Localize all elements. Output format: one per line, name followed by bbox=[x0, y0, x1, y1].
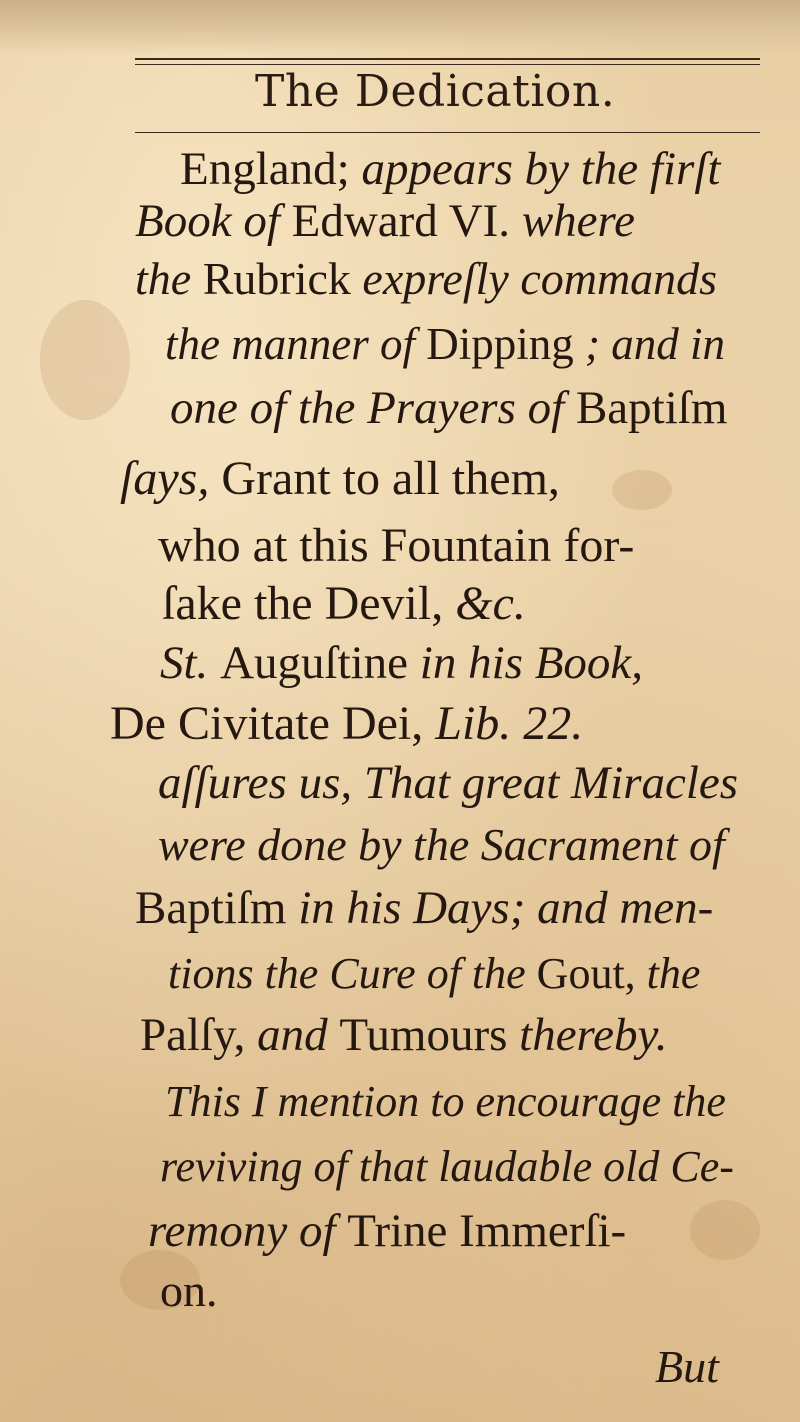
text-line bbox=[170, 382, 728, 434]
text-line bbox=[135, 882, 714, 934]
text-line bbox=[135, 253, 718, 304]
text-run: in his Days; and men- bbox=[286, 882, 714, 934]
text-run: Dipping bbox=[426, 319, 574, 369]
text-run: remony of bbox=[148, 1205, 348, 1257]
text-run: Tumours bbox=[339, 1009, 508, 1061]
text-line bbox=[158, 819, 725, 870]
text-run: on. bbox=[160, 1265, 218, 1316]
text-run: Book bbox=[135, 195, 232, 247]
text-line bbox=[140, 1009, 668, 1061]
text-run: Gout, bbox=[536, 949, 636, 998]
text-run: the manner of bbox=[165, 319, 427, 369]
text-run: and bbox=[245, 1009, 340, 1061]
text-line bbox=[180, 143, 721, 195]
page-top-edge bbox=[0, 0, 800, 55]
text-run: ſake the Devil, bbox=[162, 577, 456, 630]
text-line bbox=[148, 1205, 627, 1257]
foxing-spot bbox=[40, 300, 130, 420]
text-run: tions the Cure of the bbox=[168, 949, 537, 998]
text-run: one of the Prayers of bbox=[170, 382, 576, 434]
text-line bbox=[158, 757, 739, 809]
header-rule-top-thin bbox=[135, 64, 760, 65]
text-run: aſſures us, That great Miracles bbox=[158, 757, 739, 809]
text-line bbox=[135, 195, 635, 247]
text-run: Trine Immerſi- bbox=[347, 1205, 627, 1257]
text-run: the bbox=[635, 949, 701, 998]
text-run: of bbox=[231, 195, 292, 247]
text-run: De Civitate Dei, bbox=[110, 697, 436, 750]
text-run: Edward VI. bbox=[291, 195, 511, 247]
header-rule-bottom bbox=[135, 132, 760, 133]
text-run: Palſy, bbox=[140, 1009, 246, 1061]
text-line bbox=[168, 949, 701, 998]
text-run: were done by the Sacrament of bbox=[158, 819, 725, 870]
text-run: where bbox=[510, 195, 635, 247]
running-head: The Dedication. bbox=[255, 66, 616, 117]
text-run: in his Book, bbox=[408, 637, 644, 689]
text-line bbox=[162, 577, 526, 630]
text-run: England; bbox=[180, 143, 350, 195]
text-line bbox=[158, 519, 635, 572]
text-run: ; and in bbox=[573, 319, 725, 369]
text-run: Grant to all them, bbox=[221, 452, 560, 505]
text-run: thereby. bbox=[507, 1009, 668, 1061]
text-line bbox=[110, 697, 584, 750]
text-run: Baptiſm bbox=[135, 882, 287, 934]
text-line bbox=[120, 452, 560, 505]
text-run: &c. bbox=[455, 577, 526, 630]
foxing-spot bbox=[612, 470, 672, 510]
text-run: Rubrick bbox=[202, 253, 351, 304]
text-run: who at this Fountain for- bbox=[158, 519, 635, 572]
text-run: St. bbox=[160, 637, 221, 689]
text-line bbox=[160, 637, 644, 689]
text-line bbox=[165, 319, 725, 369]
text-line bbox=[165, 1077, 726, 1126]
foxing-spot bbox=[690, 1200, 760, 1260]
catchword: But bbox=[655, 1341, 719, 1392]
text-run: appears by the firſt bbox=[349, 143, 721, 195]
text-run: Auguſtine bbox=[220, 637, 409, 689]
text-run: reviving of that laudable old Ce- bbox=[160, 1142, 734, 1191]
text-run: expreſly commands bbox=[350, 253, 718, 304]
text-line bbox=[160, 1265, 218, 1316]
header-rule-top bbox=[135, 58, 760, 60]
text-run: ſays, bbox=[120, 452, 222, 505]
text-line bbox=[160, 1142, 734, 1191]
text-run: Lib. 22. bbox=[435, 697, 584, 750]
text-run: Baptiſm bbox=[575, 382, 728, 434]
text-run: This I mention to encourage the bbox=[165, 1077, 726, 1126]
text-run: the bbox=[135, 253, 203, 304]
